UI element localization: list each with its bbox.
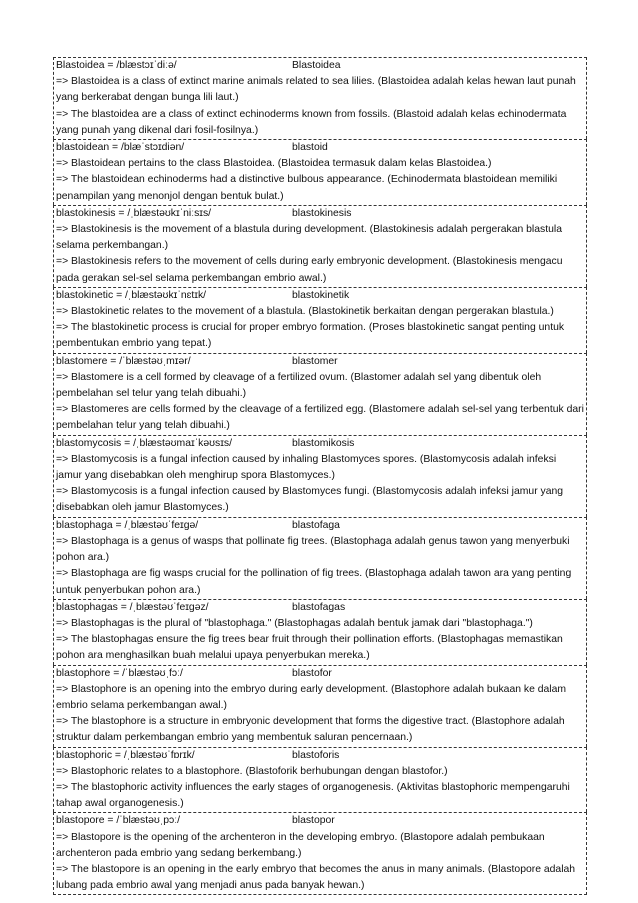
dictionary-entry (53, 517, 587, 599)
example-sentence-2: => Blastomeres are cells formed by the cleavage of a fertilized egg. (Blastomere adalah sel-sel yang terbentuk dari pembelahan telur yang telah dibuahi.) (56, 404, 584, 432)
example-sentence-1: => Blastophaga is a genus of wasps that pollinate fig trees. (Blastophaga adalah genus tawon yang menyerbuki pohon ara.) (56, 535, 570, 564)
headword-pronunciation: Blastoidea = /blæstɔɪˈdiːə/ (56, 60, 177, 71)
entry-header (56, 813, 584, 829)
dictionary-entry (53, 665, 587, 747)
headword-translation: blastofagas (292, 601, 346, 613)
headword-translation: blastoforis (292, 749, 340, 761)
example-sentence-1: => Blastopore is the opening of the archenteron in the developing embryo. (Blastopore adalah pembukaan archenteron pada embrio yang sedang berkembang.) (56, 831, 545, 859)
headword-pronunciation: blastoidean = /blæˈstɔɪdiən/ (56, 142, 185, 154)
dictionary-entry (53, 287, 587, 353)
entry-header (56, 140, 584, 156)
dictionary-entry (53, 353, 587, 435)
headword-pronunciation: blastopore = /ˈblæstəʊˌpɔː/ (56, 815, 181, 827)
dictionary-entry (53, 435, 587, 517)
example-sentence-1: => Blastokinesis is the movement of a blastula during development. (Blastokinesis adalah pergerakan blastula selama perkembangan.) (56, 224, 562, 252)
entry-header (56, 666, 584, 682)
headword-translation: blastofaga (292, 519, 340, 531)
headword-translation: blastokinetik (292, 289, 350, 301)
example-sentence-2: => The blastoidean echinoderms had a distinctive bulbous appearance. (Echinodermata blastoidean memiliki penampilan yang menonjol dengan bentuk bulat.) (56, 174, 558, 202)
example-sentence-2: => Blastomycosis is a fungal infection caused by Blastomyces fungi. (Blastomycosis adalah infeksi jamur yang disebabkan oleh jamur Blastomyces.) (56, 486, 564, 514)
dictionary-entry (53, 599, 587, 665)
entry-header (56, 354, 584, 370)
dictionary-page (53, 57, 587, 895)
headword-pronunciation: blastophoric = /ˌblæstəʊˈfɒrɪk/ (56, 749, 195, 761)
headword-pronunciation: blastomere = /ˈblæstəʊˌmɪər/ (56, 355, 191, 367)
headword-translation: blastomer (292, 355, 338, 367)
headword-pronunciation: blastophore = /ˈblæstəʊˌfɔː/ (56, 667, 183, 679)
dictionary-entry (53, 57, 587, 139)
headword-translation: blastokinesis (292, 207, 352, 219)
entry-header (56, 748, 584, 764)
dictionary-entry (53, 139, 587, 205)
headword-translation: blastoid (292, 142, 328, 154)
headword-pronunciation: blastophagas = /ˌblæstəʊˈfeɪɡəz/ (56, 601, 209, 613)
example-sentence-1: => Blastomere is a cell formed by cleavage of a fertilized ovum. (Blastomer adalah sel yang dibentuk oleh pembelahan sel telur yang telah dibuahi.) (56, 371, 542, 400)
entry-header (56, 288, 584, 304)
example-sentence-1: => Blastoidean pertains to the class Blastoidea. (Blastoidea termasuk dalam kelas Blastoidea.) (56, 158, 492, 170)
example-sentence-1: => Blastophoric relates to a blastophore. (Blastoforik berhubungan dengan blastofor.) (56, 765, 448, 777)
headword-translation: blastopor (292, 815, 335, 827)
example-sentence-1: => Blastokinetic relates to the movement of a blastula. (Blastokinetik berkaitan dengan pergerakan blastula.) (56, 306, 554, 318)
headword-pronunciation: blastokinesis = /ˌblæstəʊkɪˈniːsɪs/ (56, 207, 212, 219)
headword-translation: Blastoidea (292, 60, 341, 71)
example-sentence-1: => Blastoidea is a class of extinct marine animals related to sea lilies. (Blastoidea adalah kelas hewan laut punah yang berkerabat dengan bunga lili laut.) (56, 76, 576, 104)
example-sentence-2: => The blastophagas ensure the fig trees bear fruit through their pollination efforts. (Blastophagas memastikan pohon ara menghasilkan buah melalui upaya penyerbukan mereka.) (56, 634, 563, 662)
dictionary-entry (53, 205, 587, 287)
headword-translation: blastomikosis (292, 437, 355, 449)
entry-header (56, 58, 584, 74)
example-sentence-2: => Blastokinesis refers to the movement of cells during early embryonic development. (Blastokinesis mengacu pada gerakan sel-sel selama perkembangan embrio awal.) (56, 256, 563, 284)
example-sentence-1: => Blastophagas is the plural of "blastophaga." (Blastophagas adalah bentuk jamak dari "blastophaga.") (56, 617, 533, 629)
example-sentence-2: => The blastophoric activity influences the early stages of organogenesis. (Aktivitas blastophoric mempengaruhi tahap awal organogenesis.) (56, 781, 570, 810)
dictionary-entry (53, 747, 587, 813)
example-sentence-2: => The blastophore is a structure in embryonic development that forms the digestive tract. (Blastophore adalah struktur dalam perkembangan embrio yang membentuk saluran pencernaan.) (56, 716, 565, 744)
headword-pronunciation: blastokinetic = /ˌblæstəʊkɪˈnɛtɪk/ (56, 289, 207, 301)
example-sentence-2: => The blastoidea are a class of extinct echinoderms known from fossils. (Blastoid adalah kelas echinodermata yang punah yang dikenal dari fosil-fosilnya.) (56, 108, 567, 136)
headword-pronunciation: blastomycosis = /ˌblæstəʊmaɪˈkəʊsɪs/ (56, 437, 232, 449)
entry-header (56, 436, 584, 452)
entry-header (56, 206, 584, 222)
example-sentence-2: => The blastopore is an opening in the early embryo that becomes the anus in many animals. (Blastopore adalah lubang pada embrio awal yang menjadi anus pada banyak hewan.) (56, 863, 576, 892)
example-sentence-1: => Blastomycosis is a fungal infection caused by inhaling Blastomyces spores. (Blastomycosis adalah infeksi jamur yang disebabkan oleh menghirup spora Blastomyces.) (56, 453, 557, 482)
example-sentence-2: => The blastokinetic process is crucial for proper embryo formation. (Proses blastokinetic sangat penting untuk pembentukan embrio yang tepat.) (56, 322, 565, 350)
headword-pronunciation: blastophaga = /ˌblæstəʊˈfeɪɡə/ (56, 519, 199, 531)
example-sentence-1: => Blastophore is an opening into the embryo during early development. (Blastophore adalah bukaan ke dalam embrio selama perkembangan awal.) (56, 683, 567, 711)
dictionary-entry (53, 812, 587, 895)
entry-header (56, 600, 584, 616)
headword-translation: blastofor (292, 667, 332, 679)
example-sentence-2: => Blastophaga are fig wasps crucial for the pollination of fig trees. (Blastophaga adalah tawon ara yang penting untuk penyerbukan pohon ara.) (56, 568, 572, 596)
entry-header (56, 518, 584, 534)
